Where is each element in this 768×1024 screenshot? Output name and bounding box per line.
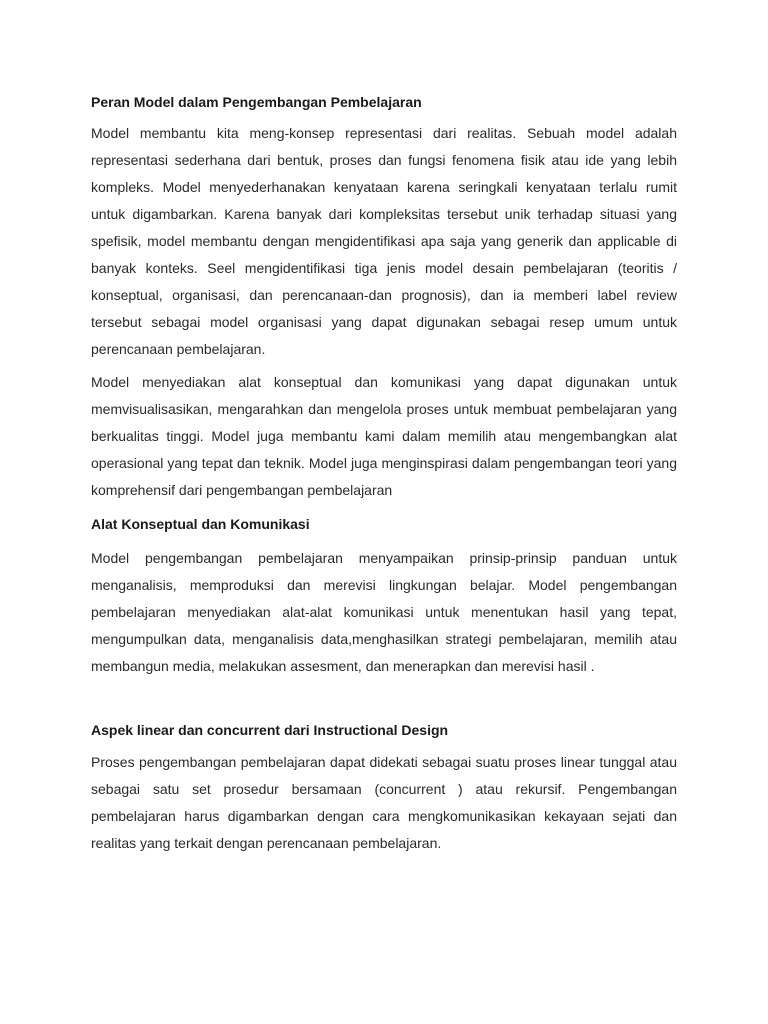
document-body [91, 92, 677, 857]
paragraph-prinsip-panduan: Model pengembangan pembelajaran menyampaikan prinsip-prinsip panduan untuk menganalisis, memproduksi dan merevisi lingkungan belajar. Model pengembangan pembelajaran menyediakan alat-alat komunikasi untuk menentukan hasil yang tepat, mengumpulkan data, menganalisis data,menghasilkan strategi pembelajaran, memilih atau membangun media, melakukan assesment, dan menerapkan dan merevisi hasil . [91, 550, 677, 674]
paragraph-model-alat-konseptual: Model menyediakan alat konseptual dan komunikasi yang dapat digunakan untuk memvisualisasikan, mengarahkan dan mengelola proses untuk membuat pembelajaran yang berkualitas tinggi. Model juga membantu kami dalam memilih atau mengembangkan alat operasional yang tepat dan teknik. Model juga menginspirasi dalam pengembangan teori yang komprehensif dari pengembangan pembelajaran [91, 374, 677, 498]
section-heading-alat-konseptual: Alat Konseptual dan Komunikasi [91, 516, 310, 532]
paragraph-proses-linear: Proses pengembangan pembelajaran dapat didekati sebagai suatu proses linear tunggal atau sebagai satu set prosedur bersamaan (concurrent ) atau rekursif. Pengembangan pembelajaran harus digambarkan dengan cara mengkomunikasikan kekayaan sejati dan realitas yang terkait dengan perencanaan pembelajaran. [91, 754, 677, 851]
section-heading-peran-model: Peran Model dalam Pengembangan Pembelajaran [91, 94, 422, 110]
paragraph-model-representasi: Model membantu kita meng-konsep representasi dari realitas. Sebuah model adalah representasi sederhana dari bentuk, proses dan fungsi fenomena fisik atau ide yang lebih kompleks. Model menyederhanakan kenyataan karena seringkali kenyataan terlalu rumit untuk digambarkan. Karena banyak dari kompleksitas tersebut unik terhadap situasi yang spefisik, model membantu dengan mengidentifikasi apa saja yang generik dan applicable di banyak konteks. Seel mengidentifikasi tiga jenis model desain pembelajaran (teoritis / konseptual, organisasi, dan perencanaan-dan prognosis), dan ia memberi label review tersebut sebagai model organisasi yang dapat digunakan sebagai resep umum untuk perencanaan pembelajaran. [91, 125, 677, 357]
section-heading-aspek-linear: Aspek linear dan concurrent dari Instructional Design [91, 722, 449, 738]
